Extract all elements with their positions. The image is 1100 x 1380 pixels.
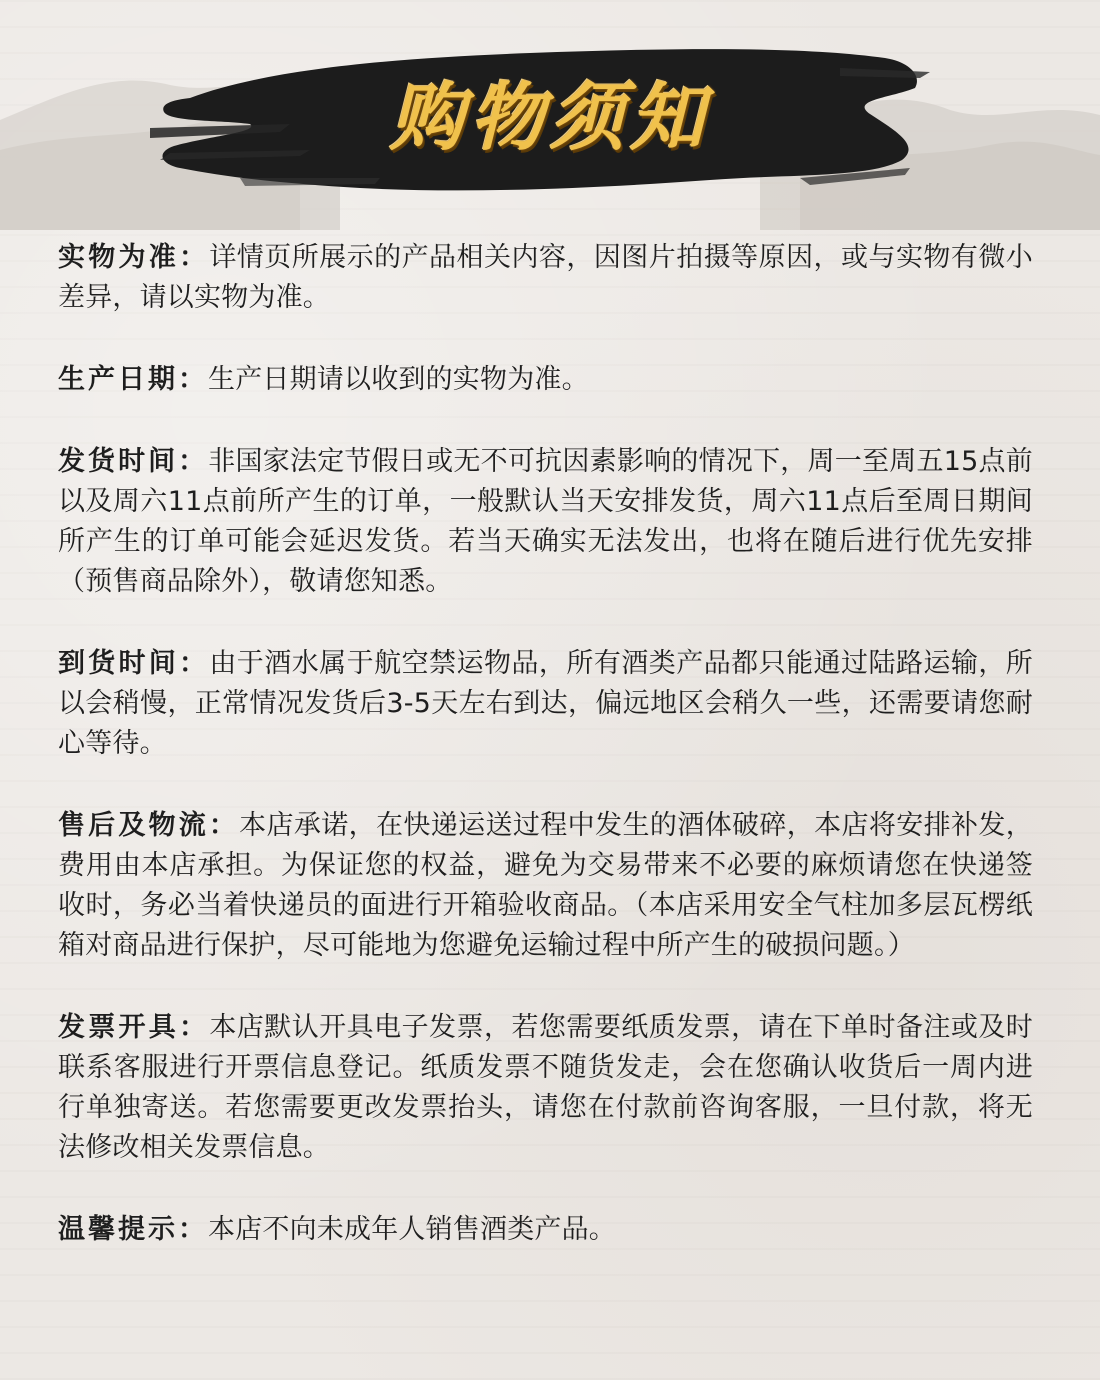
section-label: 实物为准： — [58, 242, 210, 273]
section-text: 本店默认开具电子发票，若您需要纸质发票，请在下单时备注或及时联系客服进行开票信息登记。纸质发票不随货发走，会在您确认收货后一周内进行单独寄送。若您需要更改发票抬头，请您在付款前咨询客服，一旦付款，将无法修改相关发票信息。 — [58, 1012, 1034, 1163]
section-text: 本店承诺，在快递运送过程中发生的酒体破碎，本店将安排补发，费用由本店承担。为保证您的权益，避免为交易带来不必要的麻烦请您在快递签收时，务必当着快递员的面进行开箱验收商品。（本店采用安全气柱加多层瓦楞纸箱对商品进行保护，尽可能地为您避免运输过程中所产生的破损问题。） — [58, 810, 1033, 961]
section-reminder — [58, 1210, 1033, 1250]
section-label: 到货时间： — [58, 648, 210, 679]
section-text: 非国家法定节假日或无不可抗因素影响的情况下，周一至周五15点前以及周六11点前所产生的订单，一般默认当天安排发货，周六11点后至周日期间所产生的订单可能会延迟发货。若当天确实无法发出，也将在随后进行优先安排（预售商品除外），敬请您知悉。 — [58, 446, 1033, 597]
section-text: 由于酒水属于航空禁运物品，所有酒类产品都只能通过陆路运输，所以会稍慢，正常情况发货后3-5天左右到达，偏远地区会稍久一些，还需要请您耐心等待。 — [58, 648, 1034, 759]
section-label: 售后及物流： — [58, 810, 240, 841]
section-text: 生产日期请以收到的实物为准。 — [208, 364, 589, 395]
section-label: 发票开具： — [58, 1012, 210, 1043]
notice-content — [58, 238, 1033, 1292]
page-title: 购物须知 — [390, 75, 710, 161]
section-label: 发货时间： — [58, 446, 209, 477]
section-production-date — [58, 360, 1033, 400]
section-delivery-time — [58, 644, 1033, 764]
section-label: 温馨提示： — [58, 1214, 208, 1245]
section-label: 生产日期： — [58, 364, 208, 395]
section-text: 本店不向未成年人销售酒类产品。 — [208, 1214, 616, 1245]
page-header — [0, 0, 1100, 230]
section-after-sales — [58, 806, 1033, 966]
section-text: 详情页所展示的产品相关内容，因图片拍摄等原因，或与实物有微小差异，请以实物为准。 — [58, 242, 1034, 313]
section-actual-product — [58, 238, 1033, 318]
section-shipping-time — [58, 442, 1033, 602]
section-invoice — [58, 1008, 1033, 1168]
